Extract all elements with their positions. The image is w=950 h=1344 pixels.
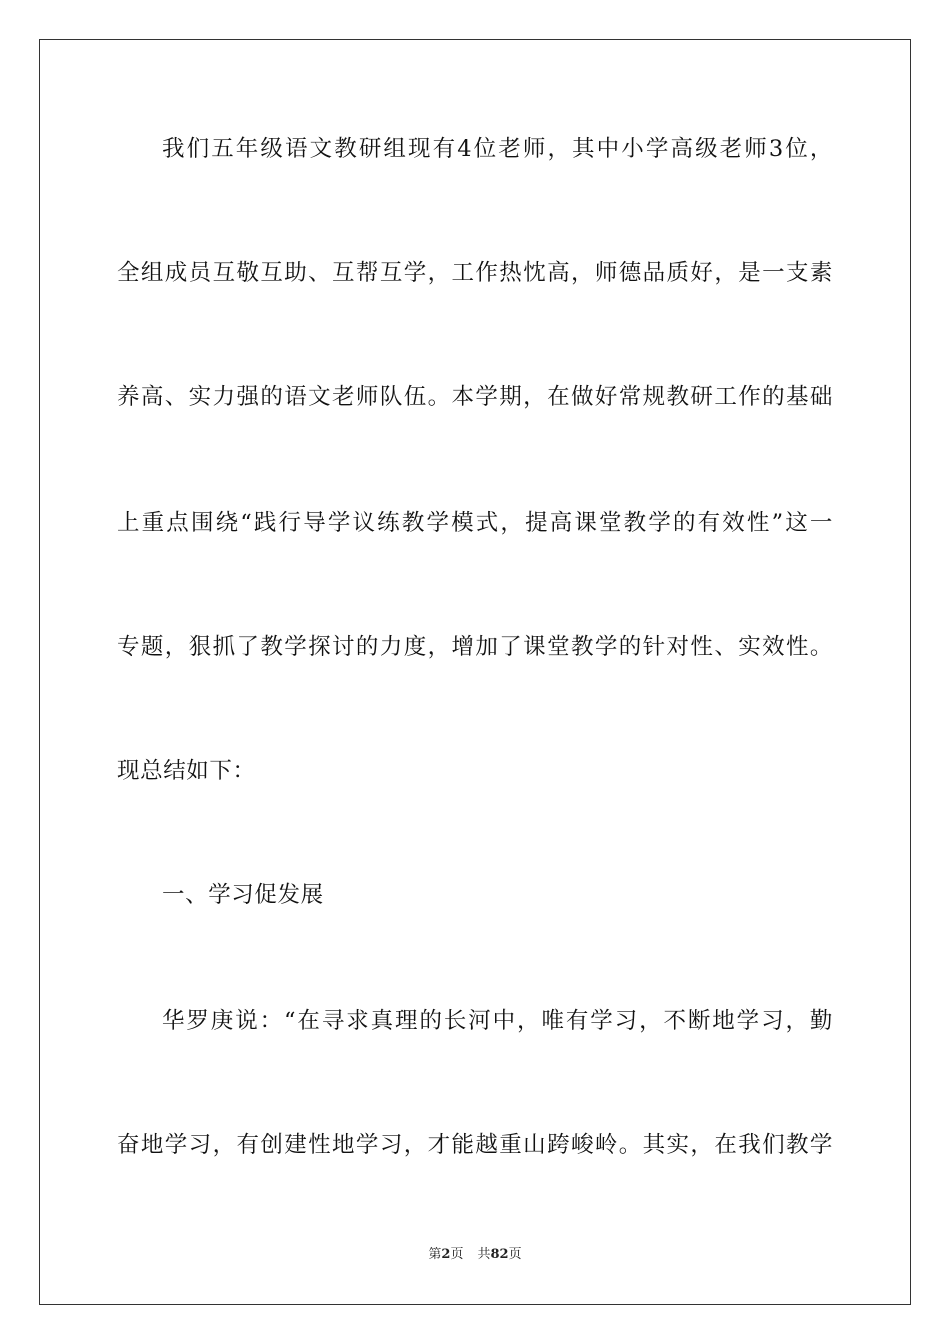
footer-total-prefix: 共 [477, 1247, 491, 1262]
footer-page-prefix: 第 [428, 1247, 442, 1262]
paragraph-line-8: 奋地学习，有创建性地学习，才能越重山跨峻岭。其实，在我们教学 [117, 1132, 833, 1158]
section-heading: 一、学习促发展 [162, 882, 324, 908]
footer-total-suffix: 页 [508, 1247, 522, 1262]
footer-page-number: 2 [441, 1247, 451, 1262]
paragraph-line-6: 现总结如下： [117, 758, 256, 784]
paragraph-line-5: 专题，狠抓了教学探讨的力度，增加了课堂教学的针对性、实效性。 [117, 634, 833, 660]
paragraph-line-2: 全组成员互敬互助、互帮互学，工作热忱高，师德品质好，是一支素 [117, 260, 833, 286]
paragraph-line-3: 养高、实力强的语文老师队伍。本学期，在做好常规教研工作的基础 [117, 384, 833, 410]
footer-page-suffix: 页 [450, 1247, 464, 1262]
page-footer [0, 1246, 950, 1264]
page-frame [39, 39, 911, 1305]
footer-total-number: 82 [490, 1247, 509, 1262]
paragraph-line-7: 华罗庚说：“在寻求真理的长河中，唯有学习，不断地学习，勤 [162, 1008, 833, 1034]
paragraph-line-4: 上重点围绕“践行导学议练教学模式，提高课堂教学的有效性”这一 [117, 510, 833, 536]
paragraph-line-1: 我们五年级语文教研组现有4位老师，其中小学高级老师3位， [162, 136, 833, 162]
